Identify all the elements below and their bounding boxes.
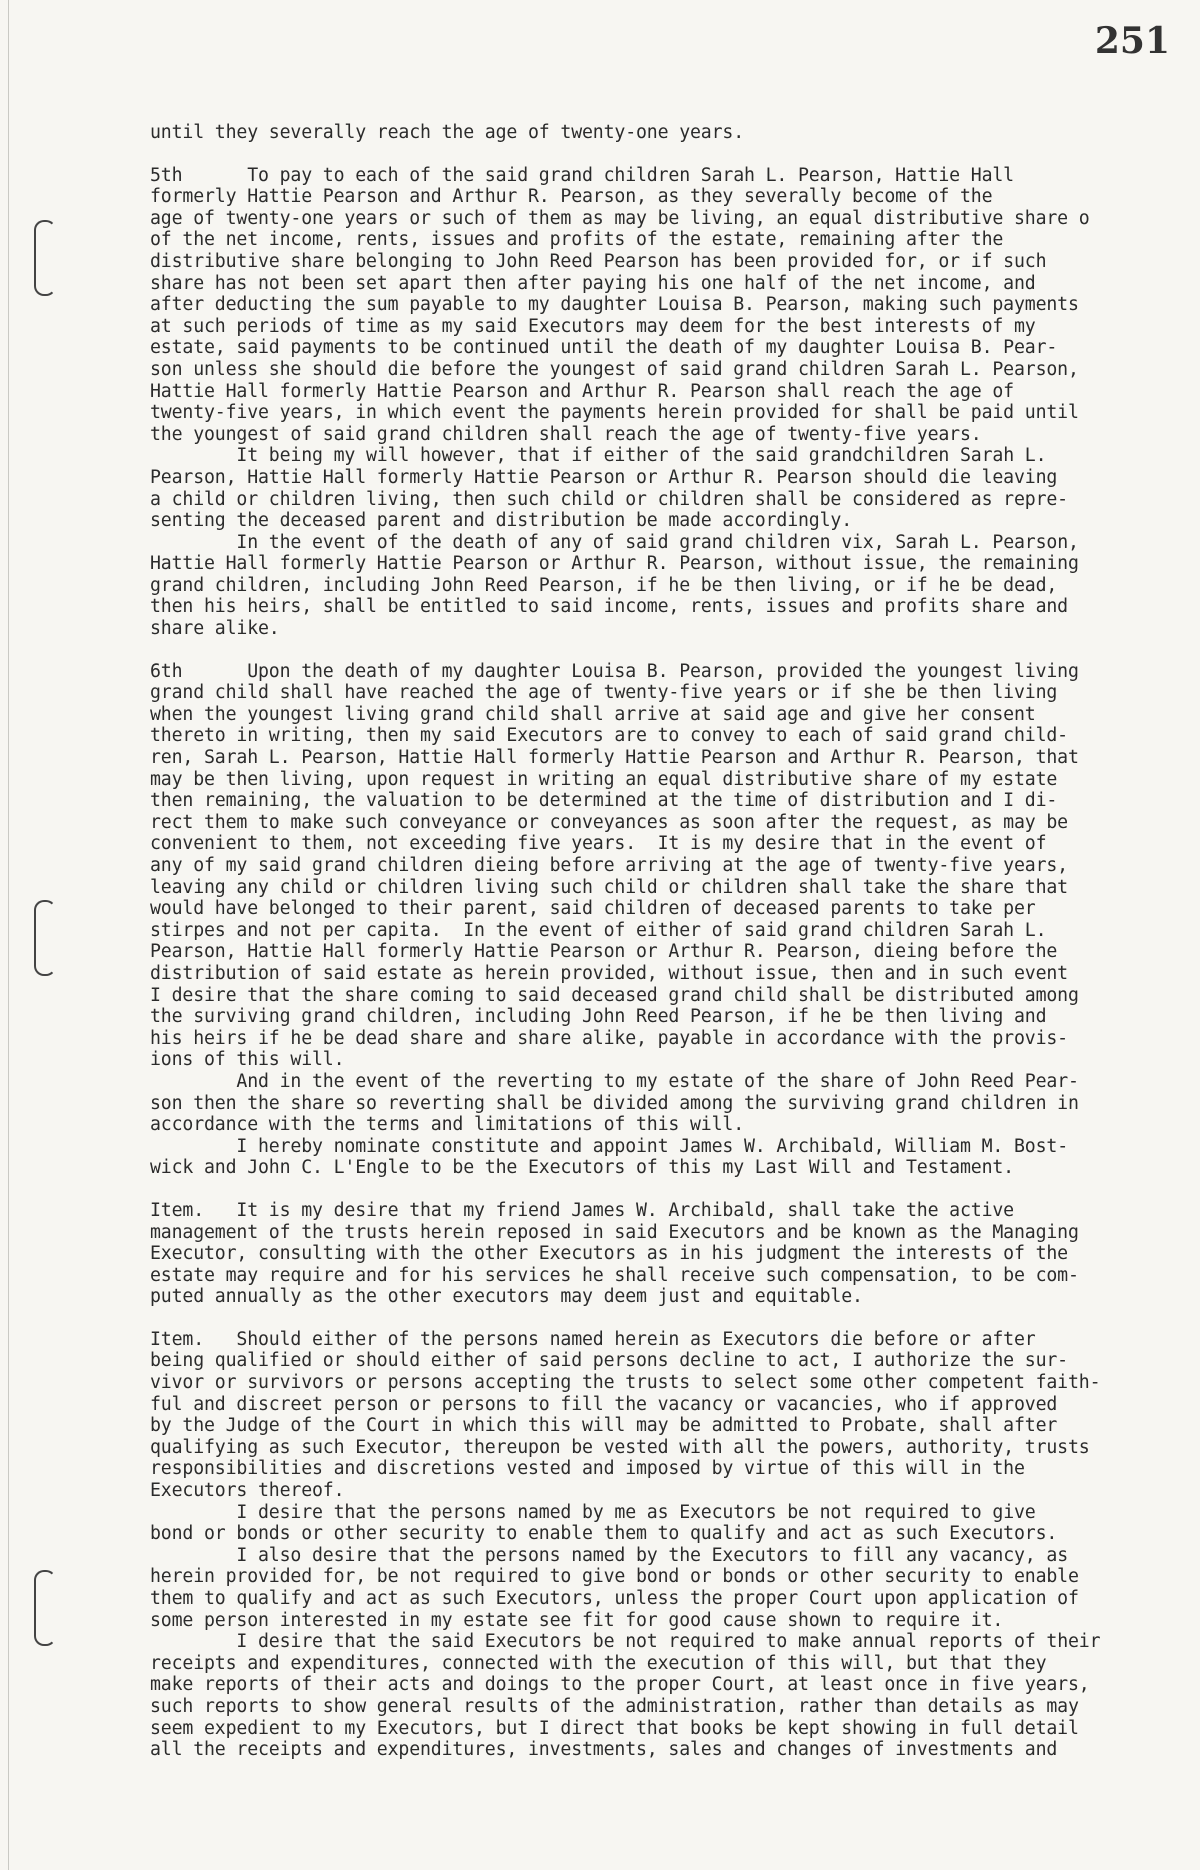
page-edge: [8, 0, 9, 1870]
paragraph: I desire that the persons named by me as Executors be not required to give bond or bonds or other security to enable them to qualify and act as such Executors.: [150, 1501, 1058, 1545]
binder-hole-top: [34, 220, 56, 296]
binder-hole-middle: [34, 900, 56, 976]
paragraph: I desire that the said Executors be not required to make annual reports of their receipts and expenditures, connected with the execution of this will, but that they make reports of their acts and doings to the proper Court, at least once in five years, such reports to show general results of the administration, rather than details as may seem expedient to my Executors, but I direct that books be kept showing in full detail all the receipts and expenditures, investments, sales and changes of investments and: [150, 1631, 1101, 1761]
paragraph: 6th Upon the death of my daughter Louisa B. Pearson, provided the youngest living grand child shall have reached the age of twenty-five years or if she be then living when the youngest living grand child shall arrive at said age and give her consent thereto in writing, then my said Executors are to convey to each of said grand child- ren, Sarah L. Pearson, Hattie Hall formerly Hattie Pearson and Arthur R. Pearson, that may be then living, upon request in writing an equal distributive share of my estate then remaining, the valuation to be determined at the time of distribution and I di- rect them to make such conveyance or conveyances as soon after the request, as may be convenient to them, not exceeding five years. It is my desire that in the event of any of my said grand children dieing before arriving at the age of twenty-five years, leaving any child or children living such child or children shall take the share that would have belonged to their parent, said children of deceased parents to take per stirpes and not per capita. In the event of either of said grand children Sarah L. Pearson, Hattie Hall formerly Hattie Pearson or Arthur R. Pearson, dieing before the distribution of said estate as herein provided, without issue, then and in such event I desire that the share coming to said deceased grand child shall be distributed among the surviving grand children, including John Reed Pearson, if he be then living and his heirs if he be dead share and share alike, payable in accordance with the provis- ions of this will.: [150, 660, 1079, 1071]
paragraph: I also desire that the persons named by the Executors to fill any vacancy, as herein provided for, be not required to give bond or bonds or other security to enable them to qualify and act as such Executors, unless the proper Court upon application of some person interested in my estate see fit for good cause shown to require it.: [150, 1544, 1079, 1631]
paragraph: In the event of the death of any of said grand children vix, Sarah L. Pearson, Hattie Hall formerly Hattie Pearson or Arthur R. Pearson, without issue, the remaining grand children, including John Reed Pearson, if he be then living, or if he be dead, then his heirs, shall be entitled to said income, rents, issues and profits share and share alike.: [150, 531, 1079, 640]
paragraph: It being my will however, that if either of the said grandchildren Sarah L. Pearson, Hattie Hall formerly Hattie Pearson or Arthur R. Pearson should die leaving a child or children living, then such child or children shall be considered as repre- senting the deceased parent and distribution be made accordingly.: [150, 445, 1068, 532]
paragraph: until they severally reach the age of twenty-one years.: [150, 122, 744, 143]
page-number: 251: [1094, 20, 1170, 62]
paragraph-gap: [150, 144, 1140, 165]
document-body: [150, 122, 1140, 1761]
paragraph: And in the event of the reverting to my estate of the share of John Reed Pear- son then the share so reverting shall be divided among the surviving grand children in accordance with the terms and limitations of this will.: [150, 1070, 1079, 1136]
paragraph-gap: [150, 1308, 1140, 1329]
paragraph: 5th To pay to each of the said grand children Sarah L. Pearson, Hattie Hall formerly Hattie Pearson and Arthur R. Pearson, as they severally become of the age of twenty-one years or such of them as may be living, an equal distributive share o of the net income, rents, issues and profits of the estate, remaining after the distributive share belonging to John Reed Pearson has been provided for, or if such share has not been set apart then after paying his one half of the net income, and after deducting the sum payable to my daughter Louisa B. Pearson, making such payments at such periods of time as my said Executors may deem for the best interests of my estate, said payments to be continued until the death of my daughter Louisa B. Pear- son unless she should die before the youngest of said grand children Sarah L. Pearson, Hattie Hall formerly Hattie Pearson and Arthur R. Pearson shall reach the age of twenty-five years, in which event the payments herein provided for shall be paid until the youngest of said grand children shall reach the age of twenty-five years.: [150, 164, 1090, 445]
paragraph: Item. Should either of the persons named herein as Executors die before or after being qualified or should either of said persons decline to act, I authorize the sur- vivor or survivors or persons accepting the trusts to select some other competent faith- ful and discreet person or persons to fill the vacancy or vacancies, who if approved by the Judge of the Court in which this will may be admitted to Probate, shall after qualifying as such Executor, thereupon be vested with all the powers, authority, trusts responsibilities and discretions vested and imposed by virtue of this will in the Executors thereof.: [150, 1328, 1101, 1502]
paragraph: I hereby nominate constitute and appoint James W. Archibald, William M. Bost- wick and John C. L'Engle to be the Executors of this my Last Will and Testament.: [150, 1135, 1068, 1179]
paragraph: Item. It is my desire that my friend James W. Archibald, shall take the active management of the trusts herein reposed in said Executors and be known as the Managing Executor, consulting with the other Executors as in his judgment the interests of the estate may require and for his services he shall receive such compensation, to be com- puted annually as the other executors may deem just and equitable.: [150, 1199, 1079, 1308]
binder-hole-bottom: [34, 1570, 56, 1646]
paragraph-gap: [150, 1179, 1140, 1200]
paragraph-gap: [150, 640, 1140, 661]
